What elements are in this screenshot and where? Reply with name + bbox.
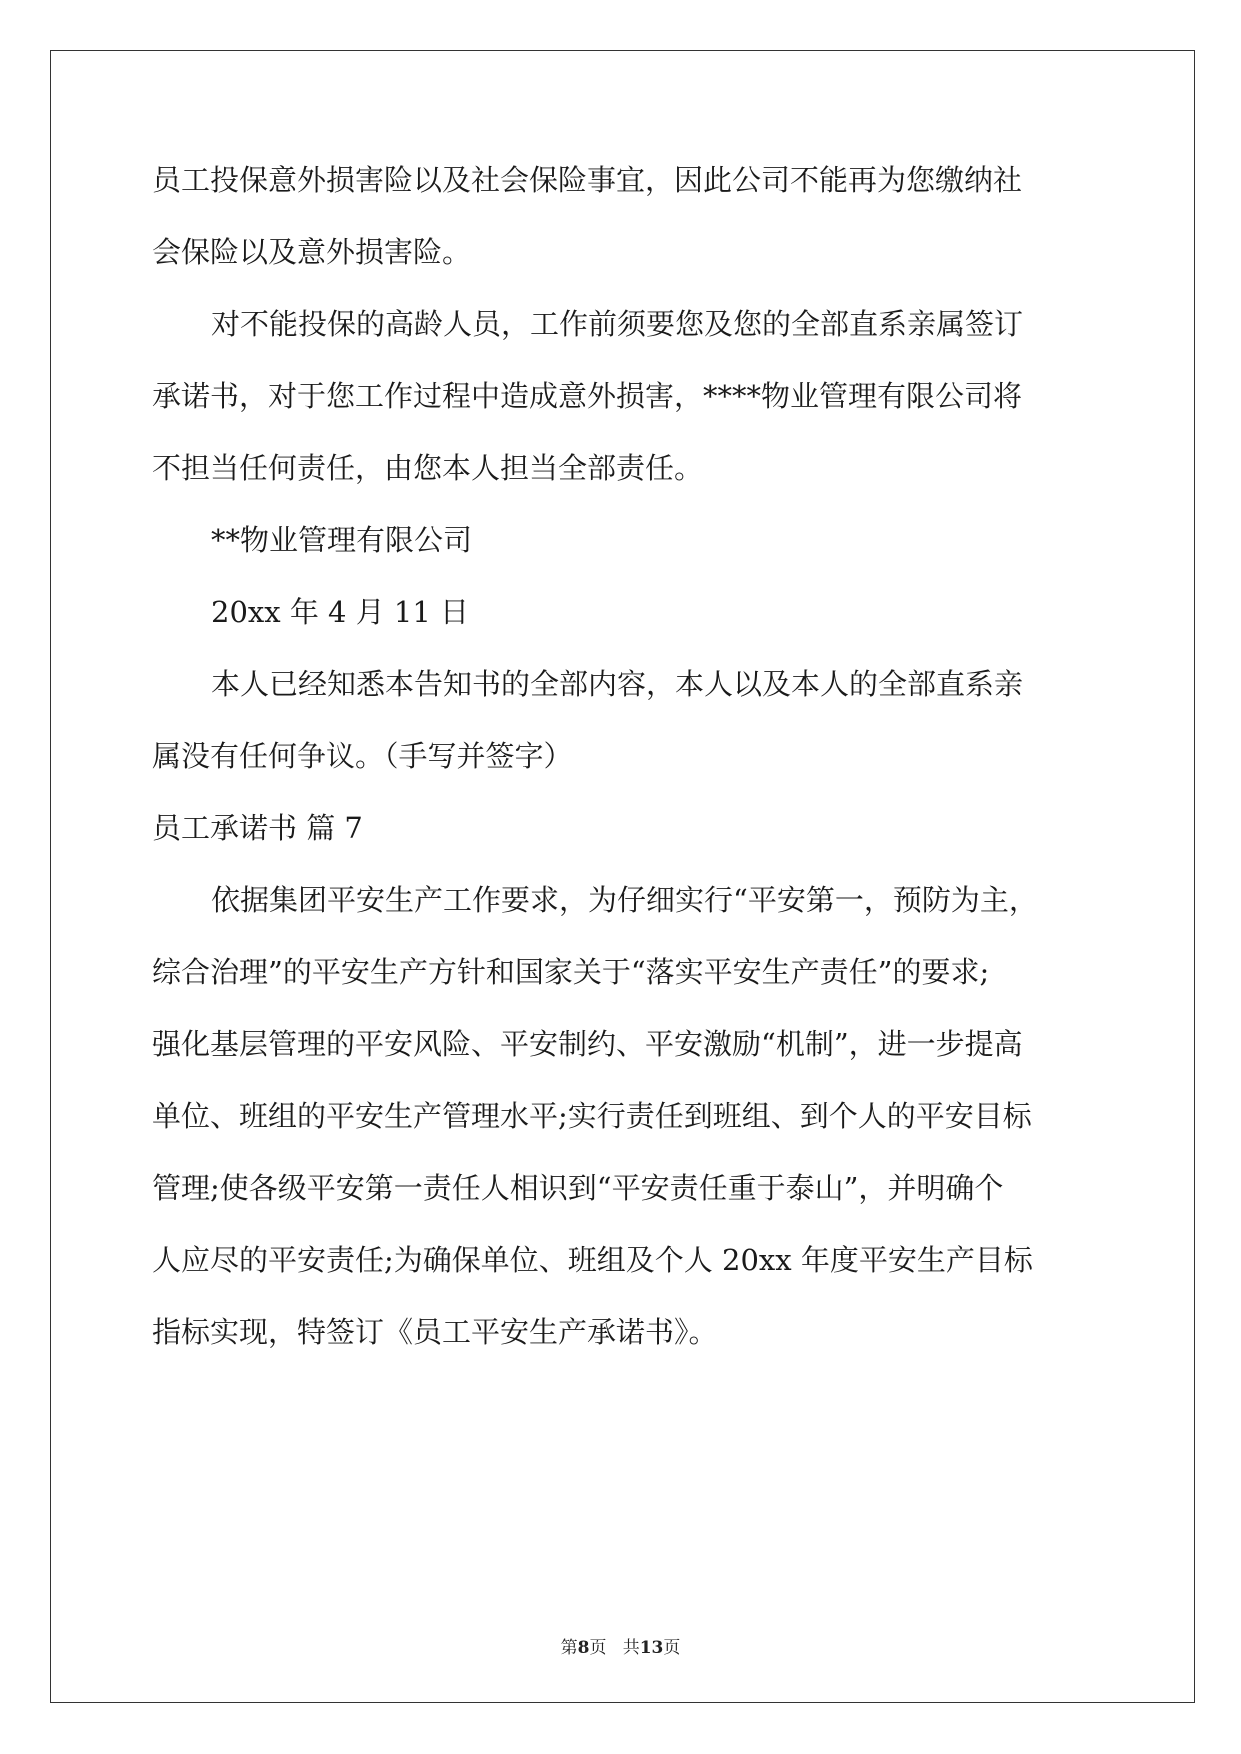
- text-line: 强化基层管理的平安风险、平安制约、平安激励“机制”，进一步提高: [152, 1027, 1023, 1061]
- footer-prefix: 第: [560, 1638, 578, 1658]
- section-heading: 员工承诺书 篇 7: [152, 811, 363, 845]
- text-line: 属没有任何争议。（手写并签字）: [152, 739, 573, 773]
- footer-total-suffix: 页: [663, 1638, 681, 1658]
- page-border: [50, 50, 1195, 1703]
- text-line: 承诺书，对于您工作过程中造成意外损害，****物业管理有限公司将: [152, 379, 1023, 413]
- text-line: 员工投保意外损害险以及社会保险事宜，因此公司不能再为您缴纳社: [152, 163, 1023, 197]
- current-page-number: 8: [577, 1638, 590, 1658]
- text-line: 本人已经知悉本告知书的全部内容，本人以及本人的全部直系亲: [211, 667, 1024, 701]
- text-line: 不担当任何责任，由您本人担当全部责任。: [152, 451, 704, 485]
- text-line: 会保险以及意外损害险。: [152, 235, 472, 269]
- footer-total-prefix: 共: [622, 1638, 640, 1658]
- text-line: 人应尽的平安责任;为确保单位、班组及个人 20xx 年度平安生产目标: [152, 1243, 1033, 1277]
- company-name: **物业管理有限公司: [211, 523, 473, 557]
- page-footer: [0, 1633, 1241, 1658]
- date-line: 20xx 年 4 月 11 日: [211, 595, 470, 629]
- total-page-count: 13: [639, 1638, 664, 1658]
- text-line: 管理;使各级平安第一责任人相识到“平安责任重于泰山”，并明确个: [152, 1171, 1004, 1205]
- text-line: 综合治理”的平安生产方针和国家关于“落实平安生产责任”的要求;: [152, 955, 990, 989]
- footer-page-suffix: 页: [589, 1638, 607, 1658]
- text-line: 依据集团平安生产工作要求，为仔细实行“平安第一，预防为主，: [211, 883, 1038, 917]
- text-line: 对不能投保的高龄人员，工作前须要您及您的全部直系亲属签订: [211, 307, 1024, 341]
- text-line: 指标实现，特签订《员工平安生产承诺书》。: [152, 1315, 718, 1349]
- text-line: 单位、班组的平安生产管理水平;实行责任到班组、到个人的平安目标: [152, 1099, 1032, 1133]
